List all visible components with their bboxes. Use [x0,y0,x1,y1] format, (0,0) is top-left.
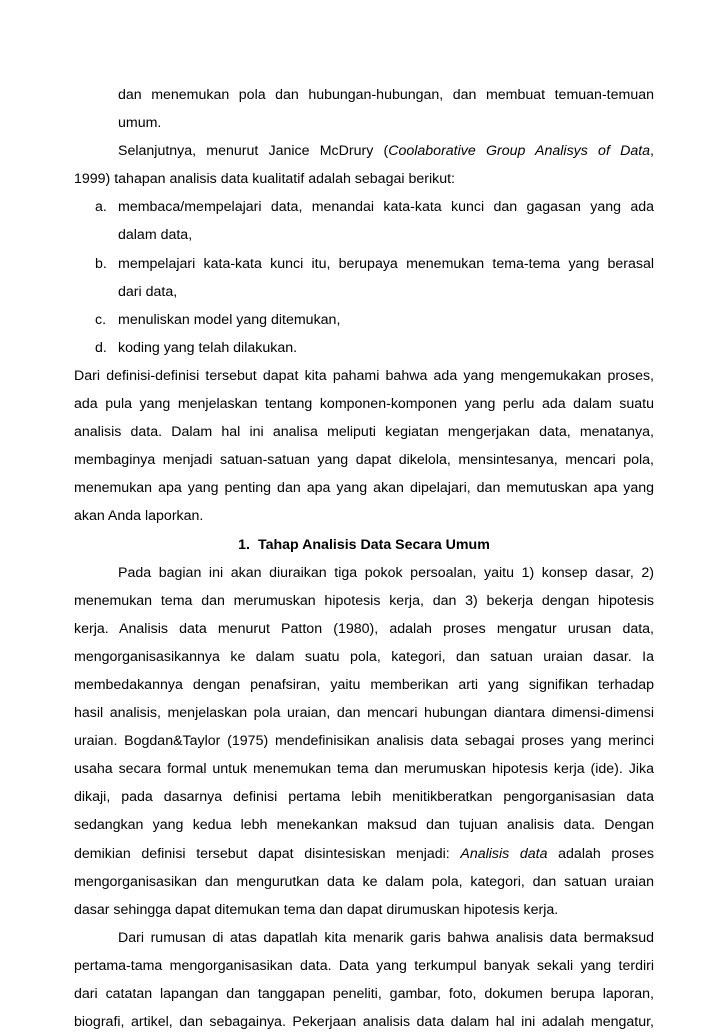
paragraph-line: sedangkan yang kedua lebh menekankan maksud dan tujuan analisis data. Dengan [74,817,654,834]
paragraph-line: Dari definisi-definisi tersebut dapat kita pahami bahwa ada yang mengemukakan proses, [74,367,654,384]
paragraph-line: pertama-tama mengorganisasikan data. Data yang terkumpul banyak sekali yang terdiri [74,957,654,974]
paragraph-line: umum. [118,115,162,132]
paragraph-line: dasar sehingga dapat ditemukan tema dan dapat dirumuskan hipotesis kerja. [74,901,559,918]
paragraph-line: dan menemukan pola dan hubungan-hubungan, dan membuat temuan-temuan [118,87,654,103]
list-item: d. koding yang telah dilakukan. [74,334,654,362]
paragraph-line: membedakannya dengan penafsiran, yaitu memberikan arti yang signifikan terhadap [74,676,654,693]
paragraph-line: mengorganisasikan dan mengurutkan data ke dalam pola, kategori, dan satuan uraian [74,873,654,890]
paragraph-line: Dari rumusan di atas dapatlah kita menarik garis bahwa analisis data bermaksud [118,929,654,946]
paragraph-line: menemukan tema dan merumuskan hipotesis kerja, dan 3) bekerja dengan hipotesis [74,592,654,609]
paragraph-line: dari catatan lapangan dan tanggapan peneliti, gambar, foto, dokumen berupa laporan, [74,986,654,1002]
paragraph-line: ada pula yang menjelaskan tentang komponen-komponen yang perlu ada dalam suatu [74,396,654,413]
list-marker: c. [95,311,107,328]
paragraph-line: menemukan apa yang penting dan apa yang akan dipelajari, dan memutuskan apa yang [74,480,654,497]
paragraph-line: demikian definisi tersebut dapat disintesiskan menjadi: Analisis data adalah proses [74,845,654,862]
paragraph-line: membaginya menjadi satuan-satuan yang dapat dikelola, mensintesanya, mencari pola, [74,452,654,469]
paragraph-line: dikaji, pada dasarnya definisi pertama lebih menitikberatkan pengorganisasian data [74,789,654,806]
list-item: a. membaca/mempelajari data, menandai kata-kata kunci dan gagasan yang ada [74,193,654,221]
list-marker: a. [95,199,107,216]
list-marker: b. [95,255,107,272]
paragraph-line: 1999) tahapan analisis data kualitatif adalah sebagai berikut: [74,171,455,188]
paragraph-line: analisis data. Dalam hal ini analisa meliputi kegiatan mengerjakan data, menatanya, [74,424,654,441]
paragraph-line: Pada bagian ini akan diuraikan tiga pokok persoalan, yaitu 1) konsep dasar, 2) [118,564,654,581]
paragraph-line: Selanjutnya, menurut Janice McDrury (Coolaborative Group Analisys of Data, [118,143,654,160]
paragraph-line: uraian. Bogdan&Taylor (1975) mendefinisikan analisis data sebagai proses yang merinci [74,733,654,750]
list-marker: d. [95,339,107,356]
paragraph-line: kerja. Analisis data menurut Patton (1980), adalah proses mengatur urusan data, [74,620,654,637]
paragraph-line: mengorganisasikannya ke dalam suatu pola, kategori, dan satuan uraian dasar. Ia [74,648,654,665]
list-item: c. menuliskan model yang ditemukan, [74,306,654,334]
document-body [74,81,654,1036]
paragraph-line: usaha secara formal untuk menemukan tema dan merumuskan hipotesis kerja (ide). Jika [74,761,654,778]
paragraph-line: akan Anda laporkan. [74,508,204,525]
section-heading: 1. Tahap Analisis Data Secara Umum [238,536,490,553]
list-item-continuation: dalam data, [118,227,193,244]
paragraph-line: biografi, artikel, dan sebagainya. Pekerjaan analisis data dalam hal ini adalah mengatur, [74,1014,654,1031]
paragraph-line: hasil analisis, menjelaskan pola uraian, dan mencari hubungan diantara dimensi-dimensi [74,705,654,722]
list-item-continuation: dari data, [118,283,178,300]
list-item: b. mempelajari kata-kata kunci itu, berupaya menemukan tema-tema yang berasal [74,250,654,278]
